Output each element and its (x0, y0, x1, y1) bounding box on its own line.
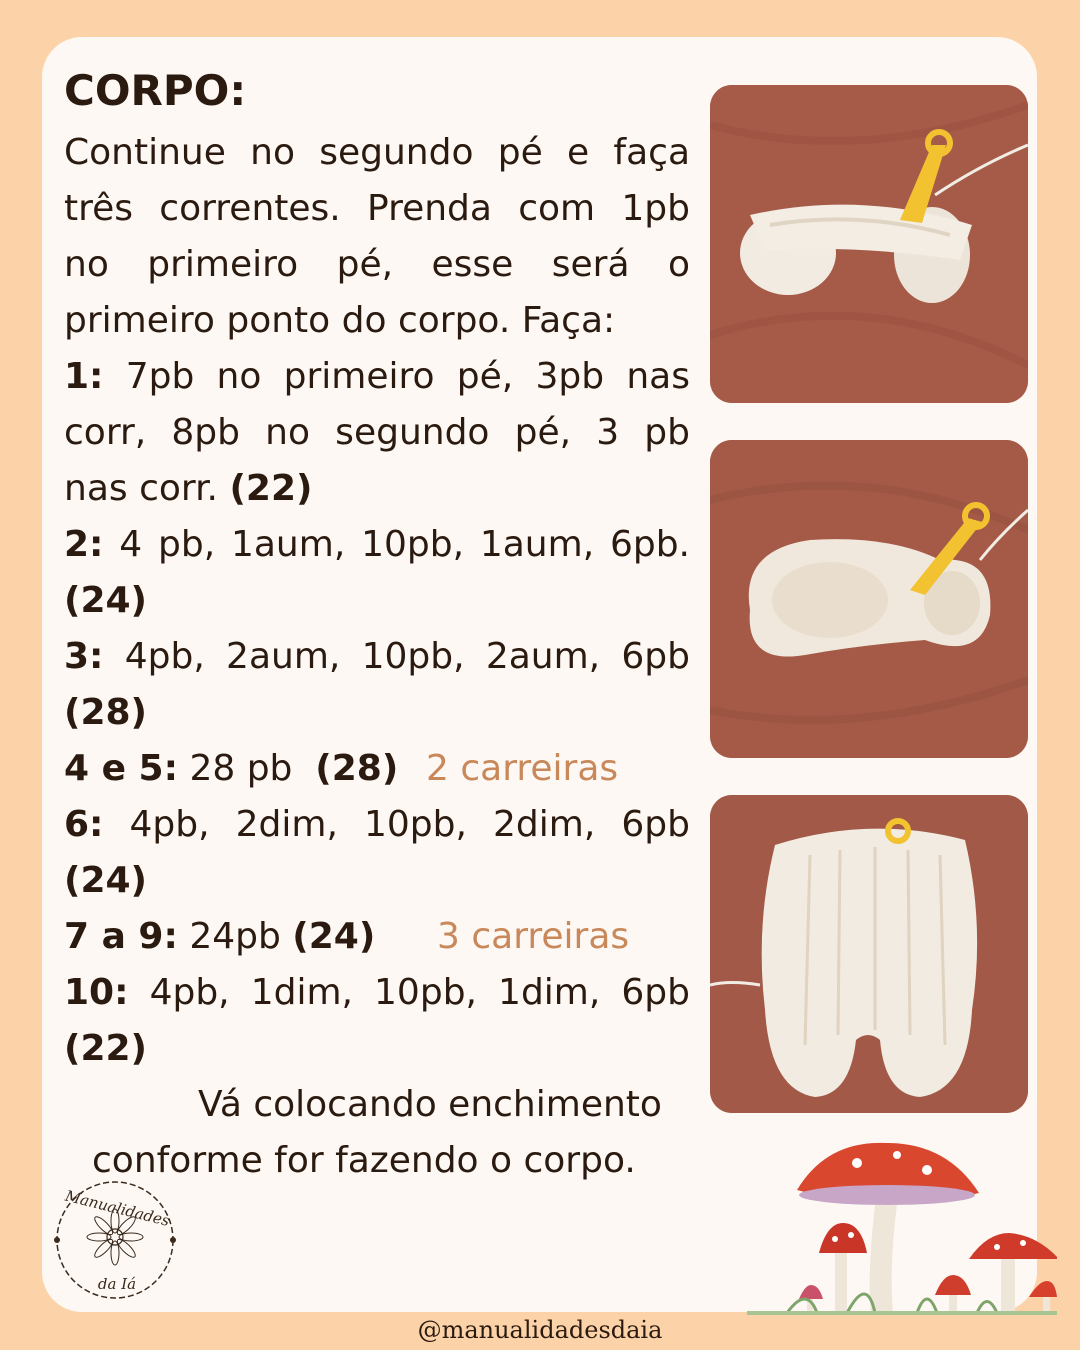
intro-line: Continue no segundo pé e faça (64, 132, 690, 173)
crochet-photo-2 (710, 440, 1028, 758)
round-4-5-line (64, 741, 690, 797)
stitch-count: (28) (64, 692, 148, 733)
round-number: 7 a 9: (64, 916, 178, 957)
intro-line: três correntes. Prenda com 1pb (64, 188, 690, 229)
round-text: 24pb (189, 916, 281, 957)
round-1-line: corr, 8pb no segundo pé, 3 pb (64, 412, 690, 453)
round-text: 4pb, 2dim, 10pb, 2dim, 6pb (129, 804, 690, 845)
crochet-legs-photo (710, 85, 1028, 403)
mushroom-icon (1029, 1281, 1057, 1313)
round-3-line (64, 629, 690, 685)
crochet-photo-1 (710, 85, 1028, 403)
mushroom-icon (935, 1275, 971, 1313)
mushroom-icon (819, 1223, 867, 1313)
round-text: 7pb no primeiro pé, 3pb nas (125, 356, 690, 397)
crochet-body-photo (710, 795, 1028, 1113)
round-1-line (64, 349, 690, 405)
stitch-count: (22) (229, 468, 313, 509)
round-number: 2: (64, 524, 104, 565)
social-handle: @manualidadesdaia (417, 1316, 663, 1344)
round-6-line (64, 797, 690, 853)
round-2-line (64, 517, 690, 573)
rows-note: 2 carreiras (426, 748, 619, 789)
stitch-count: (24) (292, 916, 376, 957)
round-text: 4pb, 1dim, 10pb, 1dim, 6pb (149, 972, 690, 1013)
round-number: 4 e 5: (64, 748, 178, 789)
round-1-line (64, 461, 690, 517)
round-number: 1: (64, 356, 104, 397)
crochet-base-photo (710, 440, 1028, 758)
round-text: nas corr. (64, 468, 230, 509)
round-10-line (64, 965, 690, 1021)
round-number: 3: (64, 636, 104, 677)
closing-line: Vá colocando enchimento (198, 1084, 662, 1125)
content-card (42, 37, 1037, 1312)
round-number: 10: (64, 972, 129, 1013)
round-number: 6: (64, 804, 104, 845)
round-7-9-line (64, 909, 690, 965)
stitch-count: (24) (64, 860, 148, 901)
stitch-count: (28) (315, 748, 399, 789)
instructions (64, 65, 690, 1189)
crochet-photo-3 (710, 795, 1028, 1113)
rows-note: 3 carreiras (437, 916, 630, 957)
round-text: 4pb, 2aum, 10pb, 2aum, 6pb (124, 636, 690, 677)
logo-text-top: Manualidades (63, 1186, 172, 1231)
intro-line: primeiro ponto do corpo. Faça: (64, 300, 616, 341)
logo-text-bottom: da Iá (97, 1275, 137, 1293)
round-text: 28 pb (189, 748, 293, 789)
closing-line: conforme for fazendo o corpo. (92, 1140, 636, 1181)
mushrooms-illustration (747, 1135, 1057, 1315)
round-text: 4 pb, 1aum, 10pb, 1aum, 6pb. (119, 524, 690, 565)
stitch-count: (22) (64, 1028, 148, 1069)
intro-line: no primeiro pé, esse será o (64, 244, 690, 285)
section-title: CORPO: (64, 66, 247, 115)
stitch-count: (24) (64, 580, 148, 621)
